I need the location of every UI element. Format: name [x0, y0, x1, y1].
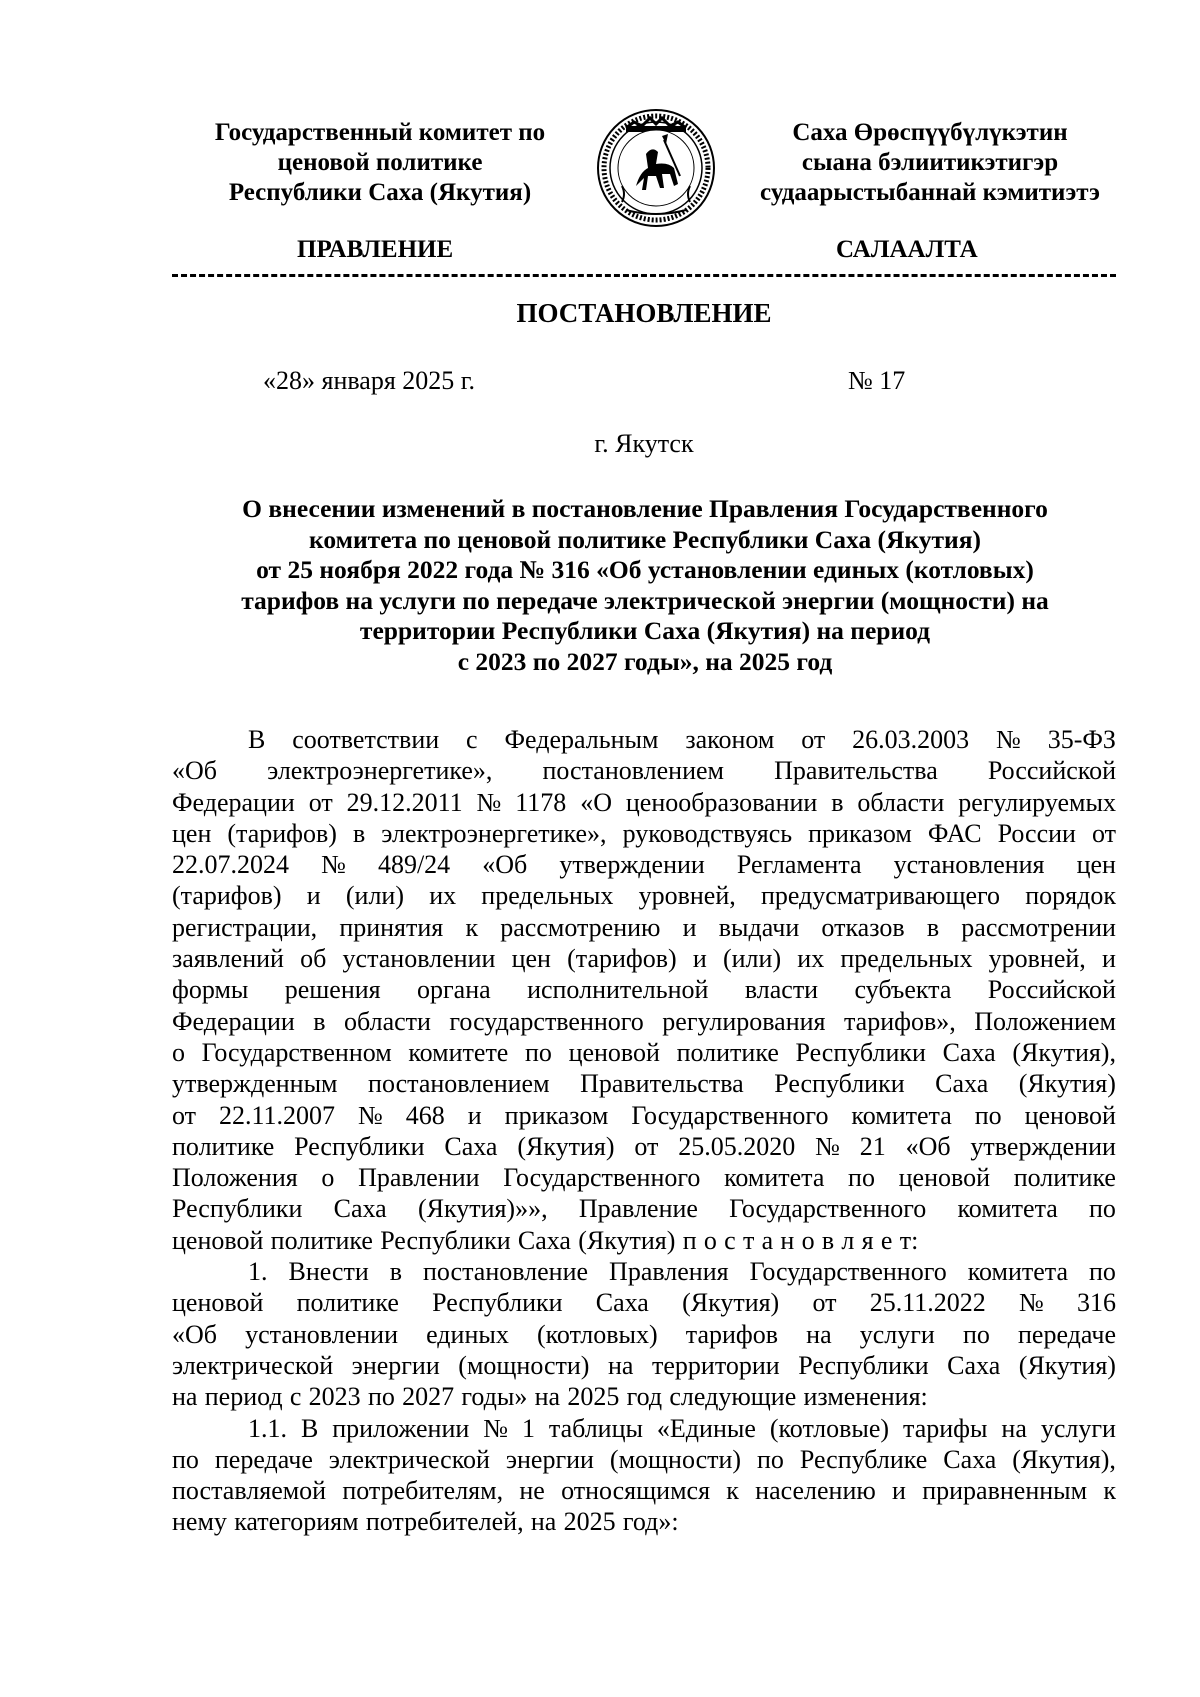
- body-line: о Государственном комитете по ценовой политике Республики Саха (Якутия),: [172, 1037, 1116, 1067]
- title-line: О внесении изменений в постановление Правления Государственного: [242, 494, 1048, 523]
- title-line: от 25 ноября 2022 года № 316 «Об установлении единых (котловых): [256, 555, 1034, 584]
- body-line: по передаче электрической энергии (мощности) по Республике Саха (Якутия),: [172, 1444, 1116, 1474]
- document-body: [172, 724, 1116, 1538]
- title-line: территории Республики Саха (Якутия) на период: [359, 616, 931, 645]
- document-date: «28» января 2025 г.: [263, 366, 476, 395]
- body-line: (тарифов) и (или) их предельных уровней, предусматривающего порядок: [172, 881, 1116, 911]
- body-line: нему категориям потребителей, на 2025 год»:: [172, 1507, 679, 1537]
- header-right-line: Саха Өрөспүүбүлүкэтин: [792, 119, 1068, 146]
- body-line: электрической энергии (мощности) на территории Республики Саха (Якутия): [172, 1350, 1116, 1380]
- body-line: от 22.11.2007 № 468 и приказом Государственного комитета по ценовой: [172, 1100, 1116, 1130]
- body-line: Положения о Правлении Государственного комитета по ценовой политике: [172, 1163, 1116, 1193]
- body-line: ценовой политике Республики Саха (Якутия) п о с т а н о в л я е т:: [172, 1225, 919, 1255]
- header-left-org-name: [175, 118, 585, 208]
- header-right-line: сыана бэлиитикэтигэр: [801, 149, 1059, 176]
- body-line: «Об установлении единых (котловых) тарифов на услуги по передаче: [172, 1319, 1116, 1349]
- body-line: «Об электроэнергетике», постановлением Правительства Российской: [172, 756, 1116, 786]
- title-line: комитета по ценовой политике Республики Саха (Якутия): [309, 524, 981, 554]
- body-line: на период с 2023 по 2027 годы» на 2025 год следующие изменения:: [172, 1382, 928, 1412]
- board-label-sakha: САЛААЛТА: [836, 236, 978, 263]
- title-line: тарифов на услуги по передаче электрической энергии (мощности) на: [241, 585, 1049, 615]
- document-city: г. Якутск: [594, 429, 694, 458]
- board-label-ru: ПРАВЛЕНИЕ: [297, 236, 454, 263]
- body-line: заявлений об установлении цен (тарифов) и (или) их предельных уровней, и: [172, 944, 1116, 974]
- body-line: регистрации, принятия к рассмотрению и выдачи отказов в рассмотрении: [172, 912, 1116, 942]
- header-right-org-name: [740, 118, 1120, 208]
- document-title: [140, 494, 1150, 677]
- body-line: формы решения органа исполнительной власти субъекта Российской: [172, 975, 1116, 1005]
- body-line: 22.07.2024 № 489/24 «Об утверждении Регламента установления цен: [172, 850, 1116, 880]
- body-line: поставляемой потребителям, не относящимся к населению и приравненным к: [172, 1476, 1116, 1506]
- header-left-line: Республики Саха (Якутия): [228, 179, 532, 206]
- document-type: ПОСТАНОВЛЕНИЕ: [516, 298, 772, 328]
- body-line: В соответствии с Федеральным законом от 26.03.2003 № 35-ФЗ: [248, 725, 1116, 754]
- body-line: ценовой политике Республики Саха (Якутия) от 25.11.2022 № 316: [172, 1288, 1116, 1318]
- body-line: утвержденным постановлением Правительства Республики Саха (Якутия): [172, 1069, 1116, 1099]
- header-left-line: Государственный комитет по: [214, 119, 546, 146]
- body-line: цен (тарифов) в электроэнергетике», руководствуясь приказом ФАС России от: [172, 818, 1116, 848]
- title-line: с 2023 по 2027 годы», на 2025 год: [457, 646, 833, 676]
- body-line: 1. Внести в постановление Правления Государственного комитета по: [248, 1257, 1116, 1287]
- body-line: Республики Саха (Якутия)»», Правление Государственного комитета по: [172, 1194, 1116, 1224]
- body-line: 1.1. В приложении № 1 таблицы «Единые (котловые) тарифы на услуги: [248, 1413, 1116, 1443]
- header-left-line: ценовой политике: [277, 149, 483, 176]
- body-line: политике Республики Саха (Якутия) от 25.05.2020 № 21 «Об утверждении: [172, 1131, 1116, 1161]
- body-line: Федерации в области государственного регулирования тарифов», Положением: [172, 1006, 1116, 1036]
- header-right-line: судаарыстыбаннай кэмитиэтэ: [760, 179, 1100, 206]
- header-divider: [172, 274, 1116, 277]
- coat-of-arms-yakutia-icon: [596, 106, 716, 230]
- body-line: Федерации от 29.12.2011 № 1178 «О ценообразовании в области регулируемых: [172, 787, 1116, 817]
- document-number: № 17: [848, 366, 906, 395]
